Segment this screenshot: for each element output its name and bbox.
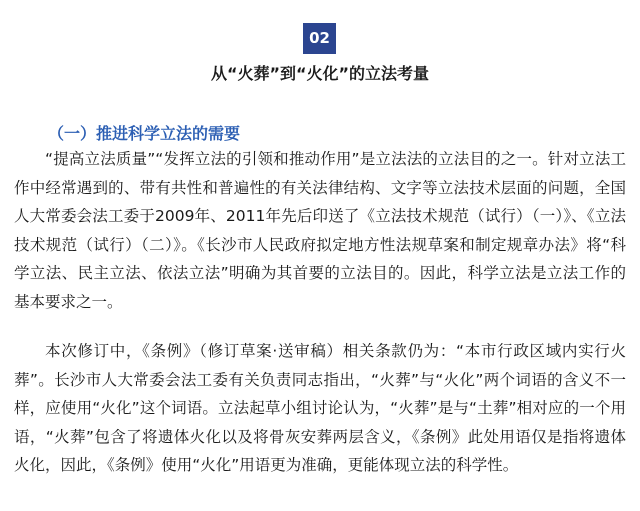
body-paragraph-1: “提高立法质量”“发挥立法的引领和推动作用”是立法法的立法目的之一。针对立法工作中经常遇到的、带有共性和普遍性的有关法律结构、文字等立法技术层面的问题，全国人大常委会法工委于2009年、2011年先后印送了《立法技术规范（试行）（一）》、《立法技术规范（试行）（二）》。《长沙市人民政府拟定地方性法规草案和制定规章办法》将“科学立法、民主立法、依法立法”明确为其首要的立法目的。因此，科学立法是立法工作的基本要求之一。 (14, 150, 626, 311)
subheading: （一）推进科学立法的需要 (48, 124, 241, 143)
section-title: 从“火葬”到“火化”的立法考量 (210, 64, 430, 83)
body-paragraph-2: 本次修订中，《条例》（修订草案·送审稿）相关条款仍为：“本市行政区域内实行火葬”。长沙市人大常委会法工委有关负责同志指出，“火葬”与“火化”两个词语的含义不一样，应使用“火化”这个词语。立法起草小组讨论认为，“火葬”是与“土葬”相对应的一个用语，“火葬”包含了将遗体火化以及将骨灰安葬两层含义，《条例》此处用语仅是指将遗体火化，因此，《条例》使用“火化”用语更为准确，更能体现立法的科学性。 (14, 342, 626, 475)
section-number-badge: 02 (303, 23, 336, 54)
